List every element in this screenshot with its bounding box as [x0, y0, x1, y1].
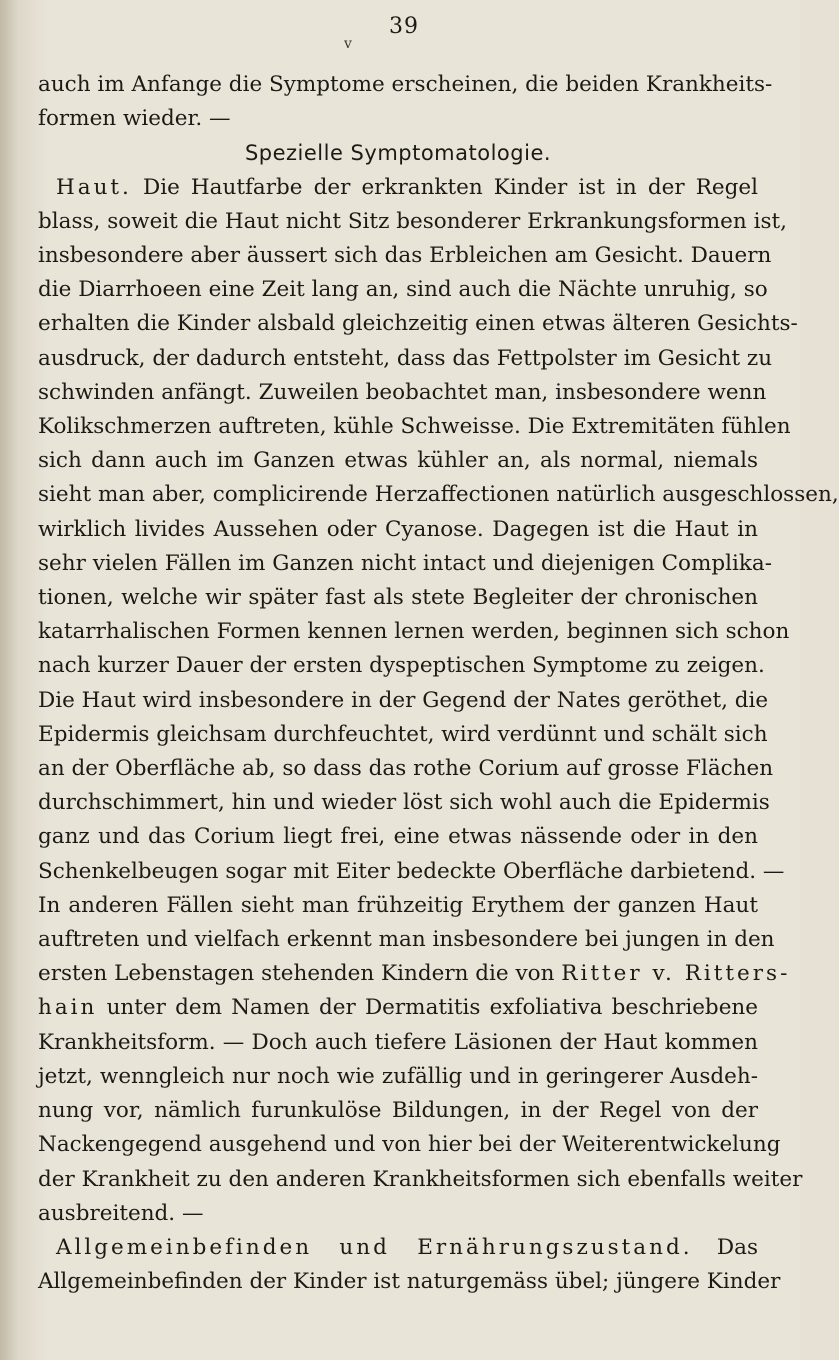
text-fragment: unter dem Namen der Dermatitis exfoliativa beschriebene: [97, 995, 758, 1021]
text-line: Epidermis gleichsam durchfeuchtet, wird verdünnt und schält sich: [38, 721, 768, 747]
text-line: erhalten die Kinder alsbald gleichzeitig einen etwas älteren Gesichts-: [38, 311, 798, 337]
text-line: insbesondere aber äussert sich das Erbleichen am Gesicht. Dauern: [38, 243, 772, 269]
author-name: Ritter v. Ritters-: [561, 961, 791, 987]
text-line: jetzt, wenngleich nur noch wie zufällig und in geringerer Ausdeh-: [38, 1063, 758, 1089]
body-text: [38, 68, 839, 1299]
text-line: wirklich livides Aussehen oder Cyanose. Dagegen ist die Haut in: [38, 516, 758, 542]
text-line: ausdruck, der dadurch entsteht, dass das Fettpolster im Gesicht zu: [38, 345, 773, 371]
text-fragment: Die Hautfarbe der erkrankten Kinder ist in der Regel: [131, 174, 758, 200]
corner-mark: v: [344, 36, 352, 52]
page-number: 39: [389, 14, 419, 39]
text-line: durchschimmert, hin und wieder löst sich wohl auch die Epidermis: [38, 790, 770, 816]
text-line: sehr vielen Fällen im Ganzen nicht intact und diejenigen Complika-: [38, 550, 772, 576]
section-heading: Spezielle Symptomatologie.: [244, 141, 552, 166]
text-line: [38, 171, 758, 205]
text-line: [38, 991, 758, 1025]
text-line: ganz und das Corium liegt frei, eine etwas nässende oder in den: [38, 824, 758, 850]
text-line: Kolikschmerzen auftreten, kühle Schweisse. Die Extremitäten fühlen: [38, 414, 791, 440]
text-line: formen wieder. —: [38, 106, 231, 132]
text-line: auch im Anfange die Symptome erscheinen, die beiden Krankheits-: [38, 72, 773, 97]
text-line: [38, 1231, 758, 1265]
text-line: die Diarrhoeen eine Zeit lang an, sind auch die Nächte unruhig, so: [38, 277, 768, 303]
text-fragment: ersten Lebenstagen stehenden Kindern die von: [38, 961, 562, 987]
text-line: Allgemeinbefinden der Kinder ist naturgemäss übel; jüngere Kinder: [38, 1269, 781, 1295]
text-line: schwinden anfängt. Zuweilen beobachtet man, insbesondere wenn: [38, 379, 767, 405]
text-line: [38, 957, 791, 991]
text-line: Schenkelbeugen sogar mit Eiter bedeckte Oberfläche darbietend. —: [38, 858, 785, 884]
text-line: an der Oberfläche ab, so dass das rothe Corium auf grosse Flächen: [38, 756, 774, 782]
text-line: katarrhalischen Formen kennen lernen werden, beginnen sich schon: [38, 619, 790, 645]
text-line: der Krankheit zu den anderen Krankheitsformen sich ebenfalls weiter: [38, 1166, 803, 1192]
text-line: sieht man aber, complicirende Herzaffectionen natürlich ausgeschlossen,: [38, 482, 839, 508]
text-line: tionen, welche wir später fast als stete Begleiter der chronischen: [38, 585, 758, 611]
text-line: nung vor, nämlich furunkulöse Bildungen, in der Regel von der: [38, 1098, 758, 1124]
text-line: Krankheitsform. — Doch auch tiefere Läsionen der Haut kommen: [38, 1029, 758, 1055]
text-line: ausbreitend. —: [38, 1200, 204, 1226]
text-line: nach kurzer Dauer der ersten dyspeptischen Symptome zu zeigen.: [38, 653, 765, 679]
text-line: blass, soweit die Haut nicht Sitz besonderer Erkrankungsformen ist,: [38, 208, 787, 234]
author-name: hain: [38, 995, 98, 1021]
text-line: Die Haut wird insbesondere in der Gegend der Nates geröthet, die: [38, 687, 769, 713]
text-fragment: Das: [692, 1234, 758, 1260]
subsection-lead: Haut.: [56, 174, 132, 200]
text-line: In anderen Fällen sieht man frühzeitig Erythem der ganzen Haut: [38, 892, 758, 918]
text-line: Nackengegend ausgehend und von hier bei der Weiterentwickelung: [38, 1132, 781, 1158]
text-line: auftreten und vielfach erkennt man insbesondere bei jungen in den: [38, 927, 775, 953]
text-line: sich dann auch im Ganzen etwas kühler an, als normal, niemals: [38, 448, 758, 474]
subsection-lead: Allgemeinbefinden und Ernährungszustand.: [56, 1234, 693, 1260]
